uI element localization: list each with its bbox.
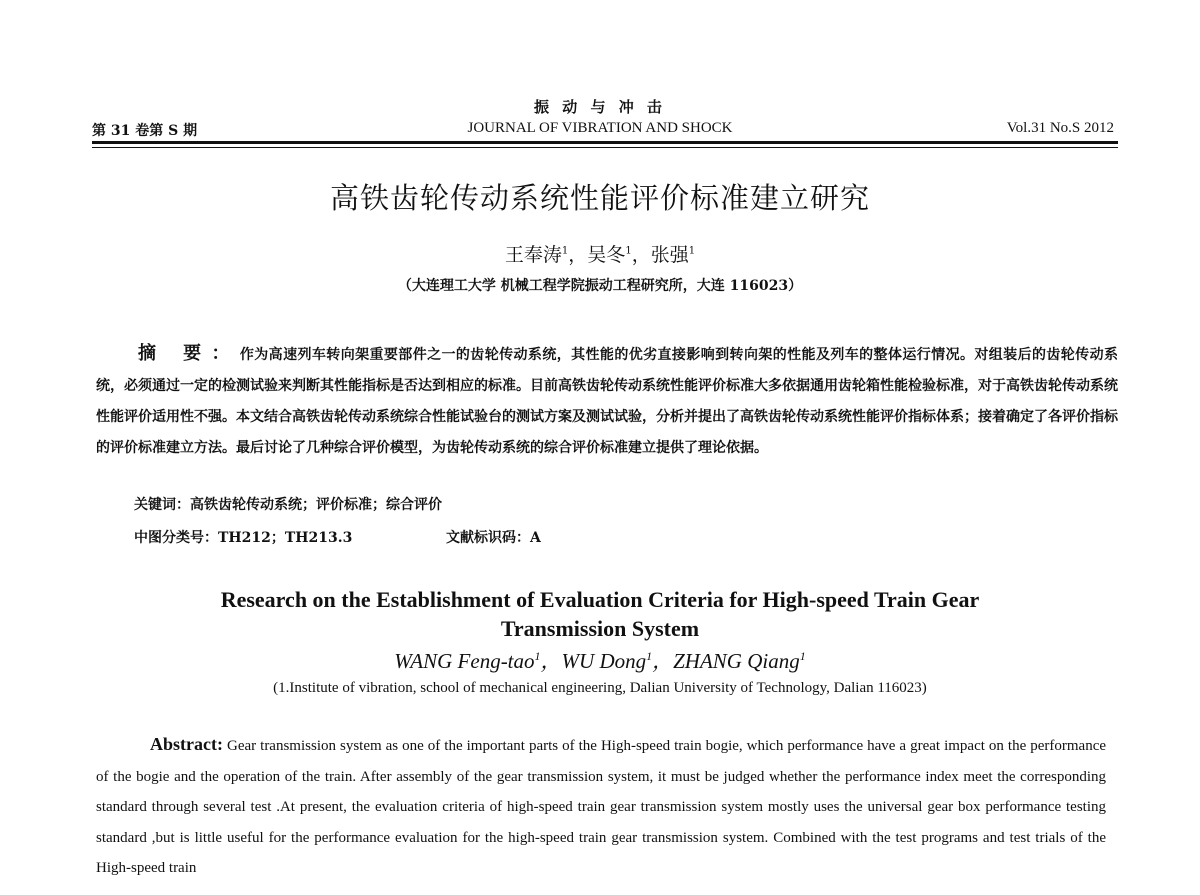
abstract-label-cn: 摘 要： <box>138 343 240 364</box>
author-list-en <box>0 645 1200 675</box>
header-rule-thin <box>92 147 1118 148</box>
author-name: 吴冬 <box>587 244 626 266</box>
author-name: WANG Feng-tao <box>394 649 535 673</box>
volume-number-en: Vol.31 No.S 2012 <box>1006 120 1114 136</box>
issue-number-cn: 第 31 卷第 S 期 <box>92 123 198 139</box>
abstract-en <box>96 729 1106 884</box>
author-separator: ， <box>568 244 588 266</box>
classification-number-cn: 中图分类号：TH212；TH213.3 <box>134 530 353 546</box>
author-affiliation-marker: 1 <box>534 649 541 663</box>
journal-name-cn: 振 动 与 冲 击 <box>534 98 666 116</box>
header-rule-thick <box>92 141 1118 144</box>
author-name: ZHANG Qiang <box>673 649 800 673</box>
author-affiliation-marker: 1 <box>561 245 569 257</box>
author-separator: ， <box>540 649 562 673</box>
abstract-text-cn: 作为高速列车转向架重要部件之一的齿轮传动系统，其性能的优劣直接影响到转向架的性能及列车的整体运行情况。对组装后的齿轮传动系统，必须通过一定的检测试验来判断其性能指标是否达到相应的标准。目前高铁齿轮传动系统性能评价标准大多依据通用齿轮箱性能检验标准，对于高铁齿轮传动系统性能评价适用性不强。本文结合高铁齿轮传动系统综合性能试验台的测试方案及测试试验，分析并提出了高铁齿轮传动系统性能评价指标体系；接着确定了各评价指标的评价标准建立方法。最后讨论了几种综合评价模型，为齿轮传动系统的综合评价标准建立提供了理论依据。 <box>96 347 1118 456</box>
author-affiliation-marker: 1 <box>799 649 806 663</box>
affiliation-cn: （大连理工大学 机械工程学院振动工程研究所，大连 116023） <box>397 278 803 294</box>
paper-title-en: Research on the Establishment of Evaluation Criteria for High-speed Train Gear Transmission System <box>220 587 980 641</box>
affiliation-en: (1.Institute of vibration, school of mechanical engineering, Dalian University of Technology, Dalian 116023) <box>273 680 927 696</box>
paper-title-cn: 高铁齿轮传动系统性能评价标准建立研究 <box>329 181 870 215</box>
author-name: 王奉涛 <box>504 244 562 266</box>
author-separator: ， <box>631 244 651 266</box>
author-affiliation-marker: 1 <box>646 649 653 663</box>
author-name: 张强 <box>650 244 689 266</box>
abstract-text-en: Gear transmission system as one of the important parts of the High-speed train bogie, which performance have a great impact on the performance of the bogie and the operation of the train. After assembly of the gear transmission system, it must be judged whether the performance index meet the corresponding standard through several test .At present, the evaluation criteria of high-speed train gear transmission system mostly uses the universal gear box performance testing standard ,but is little useful for the performance evaluation for the high-speed train gear transmission system. Combined with the test programs and test trials of the High-speed train <box>96 738 1107 876</box>
keywords-cn: 关键词：高铁齿轮传动系统；评价标准；综合评价 <box>134 497 442 513</box>
author-separator: ， <box>652 649 674 673</box>
abstract-label-en: Abstract: <box>150 734 223 754</box>
document-code-cn: 文献标识码：A <box>446 530 541 546</box>
author-list-cn <box>0 240 1200 267</box>
journal-name-en: JOURNAL OF VIBRATION AND SHOCK <box>467 120 733 136</box>
author-affiliation-marker: 1 <box>688 245 696 257</box>
author-affiliation-marker: 1 <box>625 245 632 257</box>
abstract-cn <box>96 338 1118 464</box>
author-name: WU Dong <box>561 649 647 673</box>
